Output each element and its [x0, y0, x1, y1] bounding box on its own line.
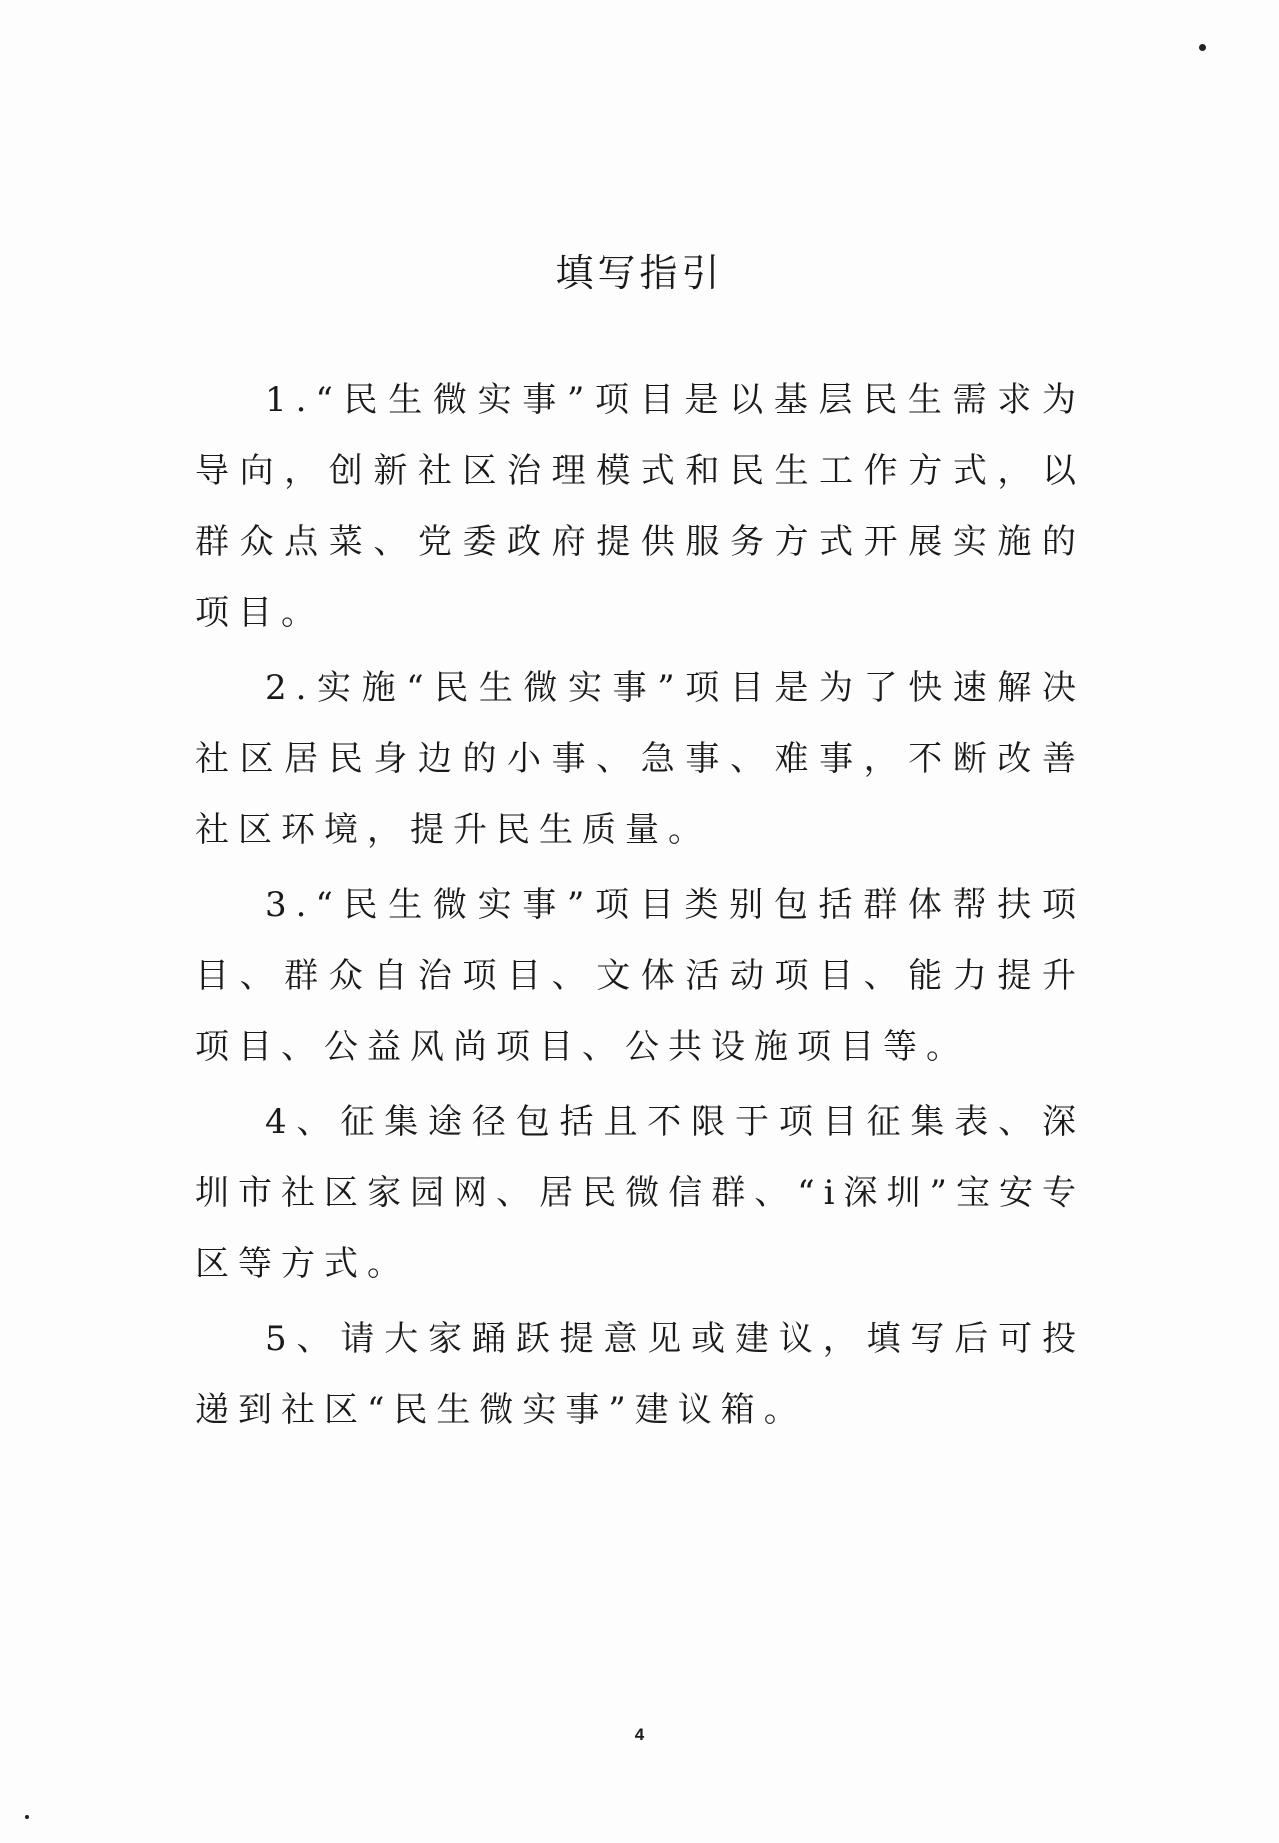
- scan-speck: [1199, 44, 1206, 51]
- page-number: 4: [634, 1725, 645, 1744]
- guidance-body: [195, 365, 1085, 1450]
- guidance-paragraph-1: 1.“民生微实事”项目是以基层民生需求为导向，创新社区治理模式和民生工作方式，以群众点菜、党委政府提供服务方式开展实施的项目。: [195, 380, 1085, 633]
- scan-speck: [25, 1815, 29, 1819]
- page-title: 填写指引: [555, 251, 724, 295]
- guidance-paragraph-3: 3.“民生微实事”项目类别包括群体帮扶项目、群众自治项目、文体活动项目、能力提升项目、公益风尚项目、公共设施项目等。: [195, 885, 1085, 1067]
- guidance-paragraph-5: 5、请大家踊跃提意见或建议，填写后可投递到社区“民生微实事”建议箱。: [195, 1319, 1085, 1430]
- guidance-paragraph-2: 2.实施“民生微实事”项目是为了快速解决社区居民身边的小事、急事、难事，不断改善社区环境，提升民生质量。: [195, 668, 1085, 850]
- guidance-paragraph-4: 4、征集途径包括且不限于项目征集表、深圳市社区家园网、居民微信群、“i深圳”宝安专区等方式。: [195, 1102, 1085, 1284]
